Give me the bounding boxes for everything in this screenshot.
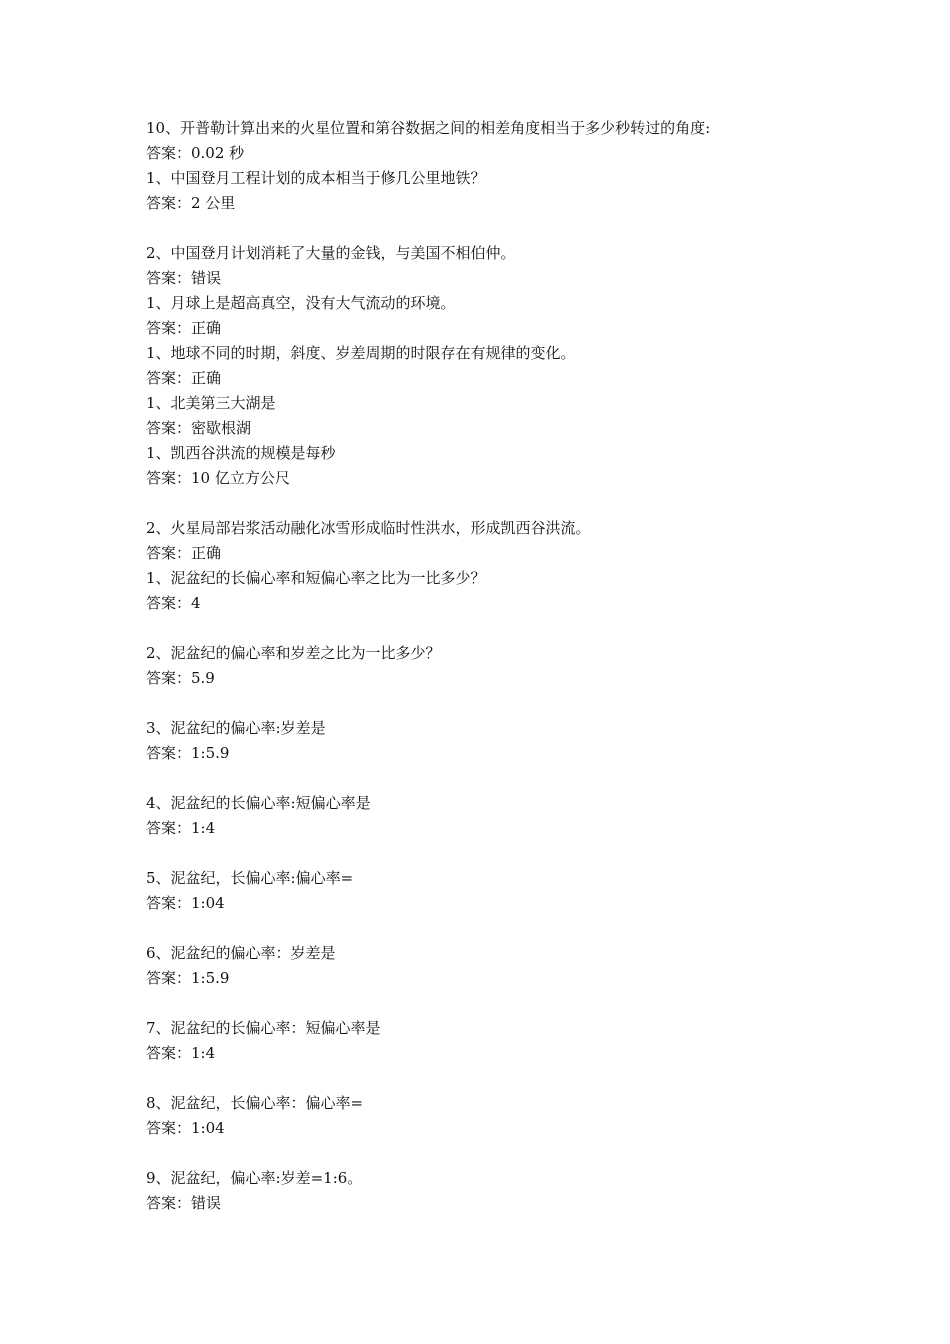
blank-line <box>146 1141 906 1166</box>
answer-text: 答案：10 亿立方公尺 <box>146 469 290 487</box>
question-text: 1、地球不同的时期，斜度、岁差周期的时限存在有规律的变化。 <box>146 344 576 362</box>
blank-line <box>146 491 906 516</box>
answer-text: 答案：密歇根湖 <box>146 419 252 437</box>
answer-text: 答案：正确 <box>146 544 222 562</box>
answer-text: 答案：1:04 <box>146 1119 225 1137</box>
question-text: 1、中国登月工程计划的成本相当于修几公里地铁？ <box>146 169 486 187</box>
question-text: 1、北美第三大湖是 <box>146 394 276 412</box>
answer-text: 答案：1:4 <box>146 819 216 837</box>
blank-line <box>146 766 906 791</box>
question-text: 1、凯西谷洪流的规模是每秒 <box>146 444 336 462</box>
question-text: 8、泥盆纪，长偏心率：偏心率= <box>146 1094 364 1112</box>
question-text: 1、泥盆纪的长偏心率和短偏心率之比为一比多少？ <box>146 569 486 587</box>
question-text: 2、中国登月计划消耗了大量的金钱，与美国不相伯仲。 <box>146 244 516 262</box>
answer-text: 答案：4 <box>146 594 201 612</box>
question-text: 7、泥盆纪的长偏心率：短偏心率是 <box>146 1019 381 1037</box>
answer-text: 答案：1:5.9 <box>146 969 230 987</box>
question-text: 10、开普勒计算出来的火星位置和第谷数据之间的相差角度相当于多少秒转过的角度: <box>146 119 711 137</box>
question-text: 2、火星局部岩浆活动融化冰雪形成临时性洪水，形成凯西谷洪流。 <box>146 519 591 537</box>
answer-text: 答案：错误 <box>146 269 222 287</box>
answer-text: 答案：1:5.9 <box>146 744 230 762</box>
blank-line <box>146 841 906 866</box>
question-text: 3、泥盆纪的偏心率:岁差是 <box>146 719 326 737</box>
blank-line <box>146 616 906 641</box>
answer-text: 答案：错误 <box>146 1194 222 1212</box>
answer-text: 答案：0.02 秒 <box>146 144 245 162</box>
answer-text: 答案：正确 <box>146 369 222 387</box>
blank-line <box>146 216 906 241</box>
blank-line <box>146 916 906 941</box>
blank-line <box>146 691 906 716</box>
blank-line <box>146 991 906 1016</box>
answer-text: 答案：正确 <box>146 319 222 337</box>
answer-text: 答案：1:04 <box>146 894 225 912</box>
question-text: 2、泥盆纪的偏心率和岁差之比为一比多少？ <box>146 644 441 662</box>
question-text: 1、月球上是超高真空，没有大气流动的环境。 <box>146 294 456 312</box>
blank-line <box>146 1066 906 1091</box>
document-body <box>146 116 906 1216</box>
question-text: 5、泥盆纪，长偏心率:偏心率= <box>146 869 354 887</box>
answer-text: 答案：1:4 <box>146 1044 216 1062</box>
question-text: 6、泥盆纪的偏心率：岁差是 <box>146 944 336 962</box>
answer-text: 答案：2 公里 <box>146 194 236 212</box>
question-text: 9、泥盆纪，偏心率:岁差=1:6。 <box>146 1169 363 1187</box>
answer-text: 答案：5.9 <box>146 669 215 687</box>
question-text: 4、泥盆纪的长偏心率:短偏心率是 <box>146 794 371 812</box>
